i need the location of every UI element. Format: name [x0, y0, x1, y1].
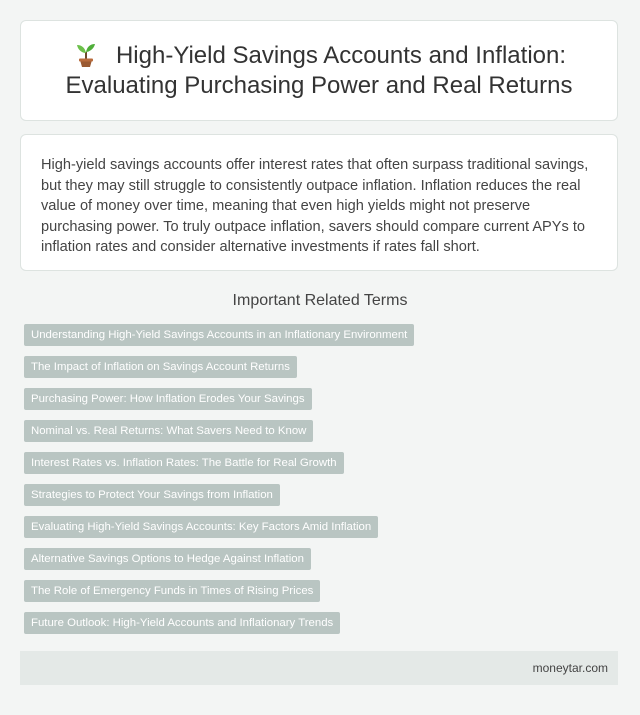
related-term-item [24, 420, 414, 442]
footer [20, 651, 618, 685]
page-title-text: High-Yield Savings Accounts and Inflation: Evaluating Purchasing Power and Real Returns [65, 42, 573, 99]
related-term-item [24, 580, 414, 602]
related-term-item [24, 356, 414, 378]
related-term-tag[interactable]: Future Outlook: High-Yield Accounts and Inflationary Trends [24, 612, 340, 634]
page-title [21, 40, 617, 101]
related-term-item [24, 452, 414, 474]
related-terms-list [24, 324, 414, 644]
related-term-item [24, 548, 414, 570]
related-term-tag[interactable]: Interest Rates vs. Inflation Rates: The Battle for Real Growth [24, 452, 344, 474]
related-term-tag[interactable]: Nominal vs. Real Returns: What Savers Need to Know [24, 420, 313, 442]
related-term-tag[interactable]: Evaluating High-Yield Savings Accounts: Key Factors Amid Inflation [24, 516, 378, 538]
related-term-tag[interactable]: Alternative Savings Options to Hedge Against Inflation [24, 548, 311, 570]
related-term-item [24, 516, 414, 538]
related-term-item [24, 484, 414, 506]
related-term-item [24, 324, 414, 346]
title-wrap [21, 40, 617, 101]
related-term-item [24, 612, 414, 634]
related-term-tag[interactable]: Understanding High-Yield Savings Accounts in an Inflationary Environment [24, 324, 414, 346]
related-term-tag[interactable]: The Impact of Inflation on Savings Account Returns [24, 356, 297, 378]
related-terms-heading: Important Related Terms [232, 292, 408, 309]
intro-card [20, 134, 618, 271]
related-term-item [24, 388, 414, 410]
footer-site-link[interactable]: moneytar.com [532, 661, 608, 675]
sprout-icon [72, 40, 100, 68]
intro-paragraph: High-yield savings accounts offer interest rates that often surpass traditional savings, but they may still struggle to consistently outpace inflation. Inflation reduces the real value of money over time, meaning that even high yields might not preserve purchasing power. To truly outpace inflation, savers should compare current APYs to inflation rates and consider alternative investments if rates fall short. [41, 157, 589, 255]
title-card [20, 20, 618, 121]
related-term-tag[interactable]: Strategies to Protect Your Savings from Inflation [24, 484, 280, 506]
related-term-tag[interactable]: The Role of Emergency Funds in Times of Rising Prices [24, 580, 320, 602]
related-term-tag[interactable]: Purchasing Power: How Inflation Erodes Your Savings [24, 388, 312, 410]
